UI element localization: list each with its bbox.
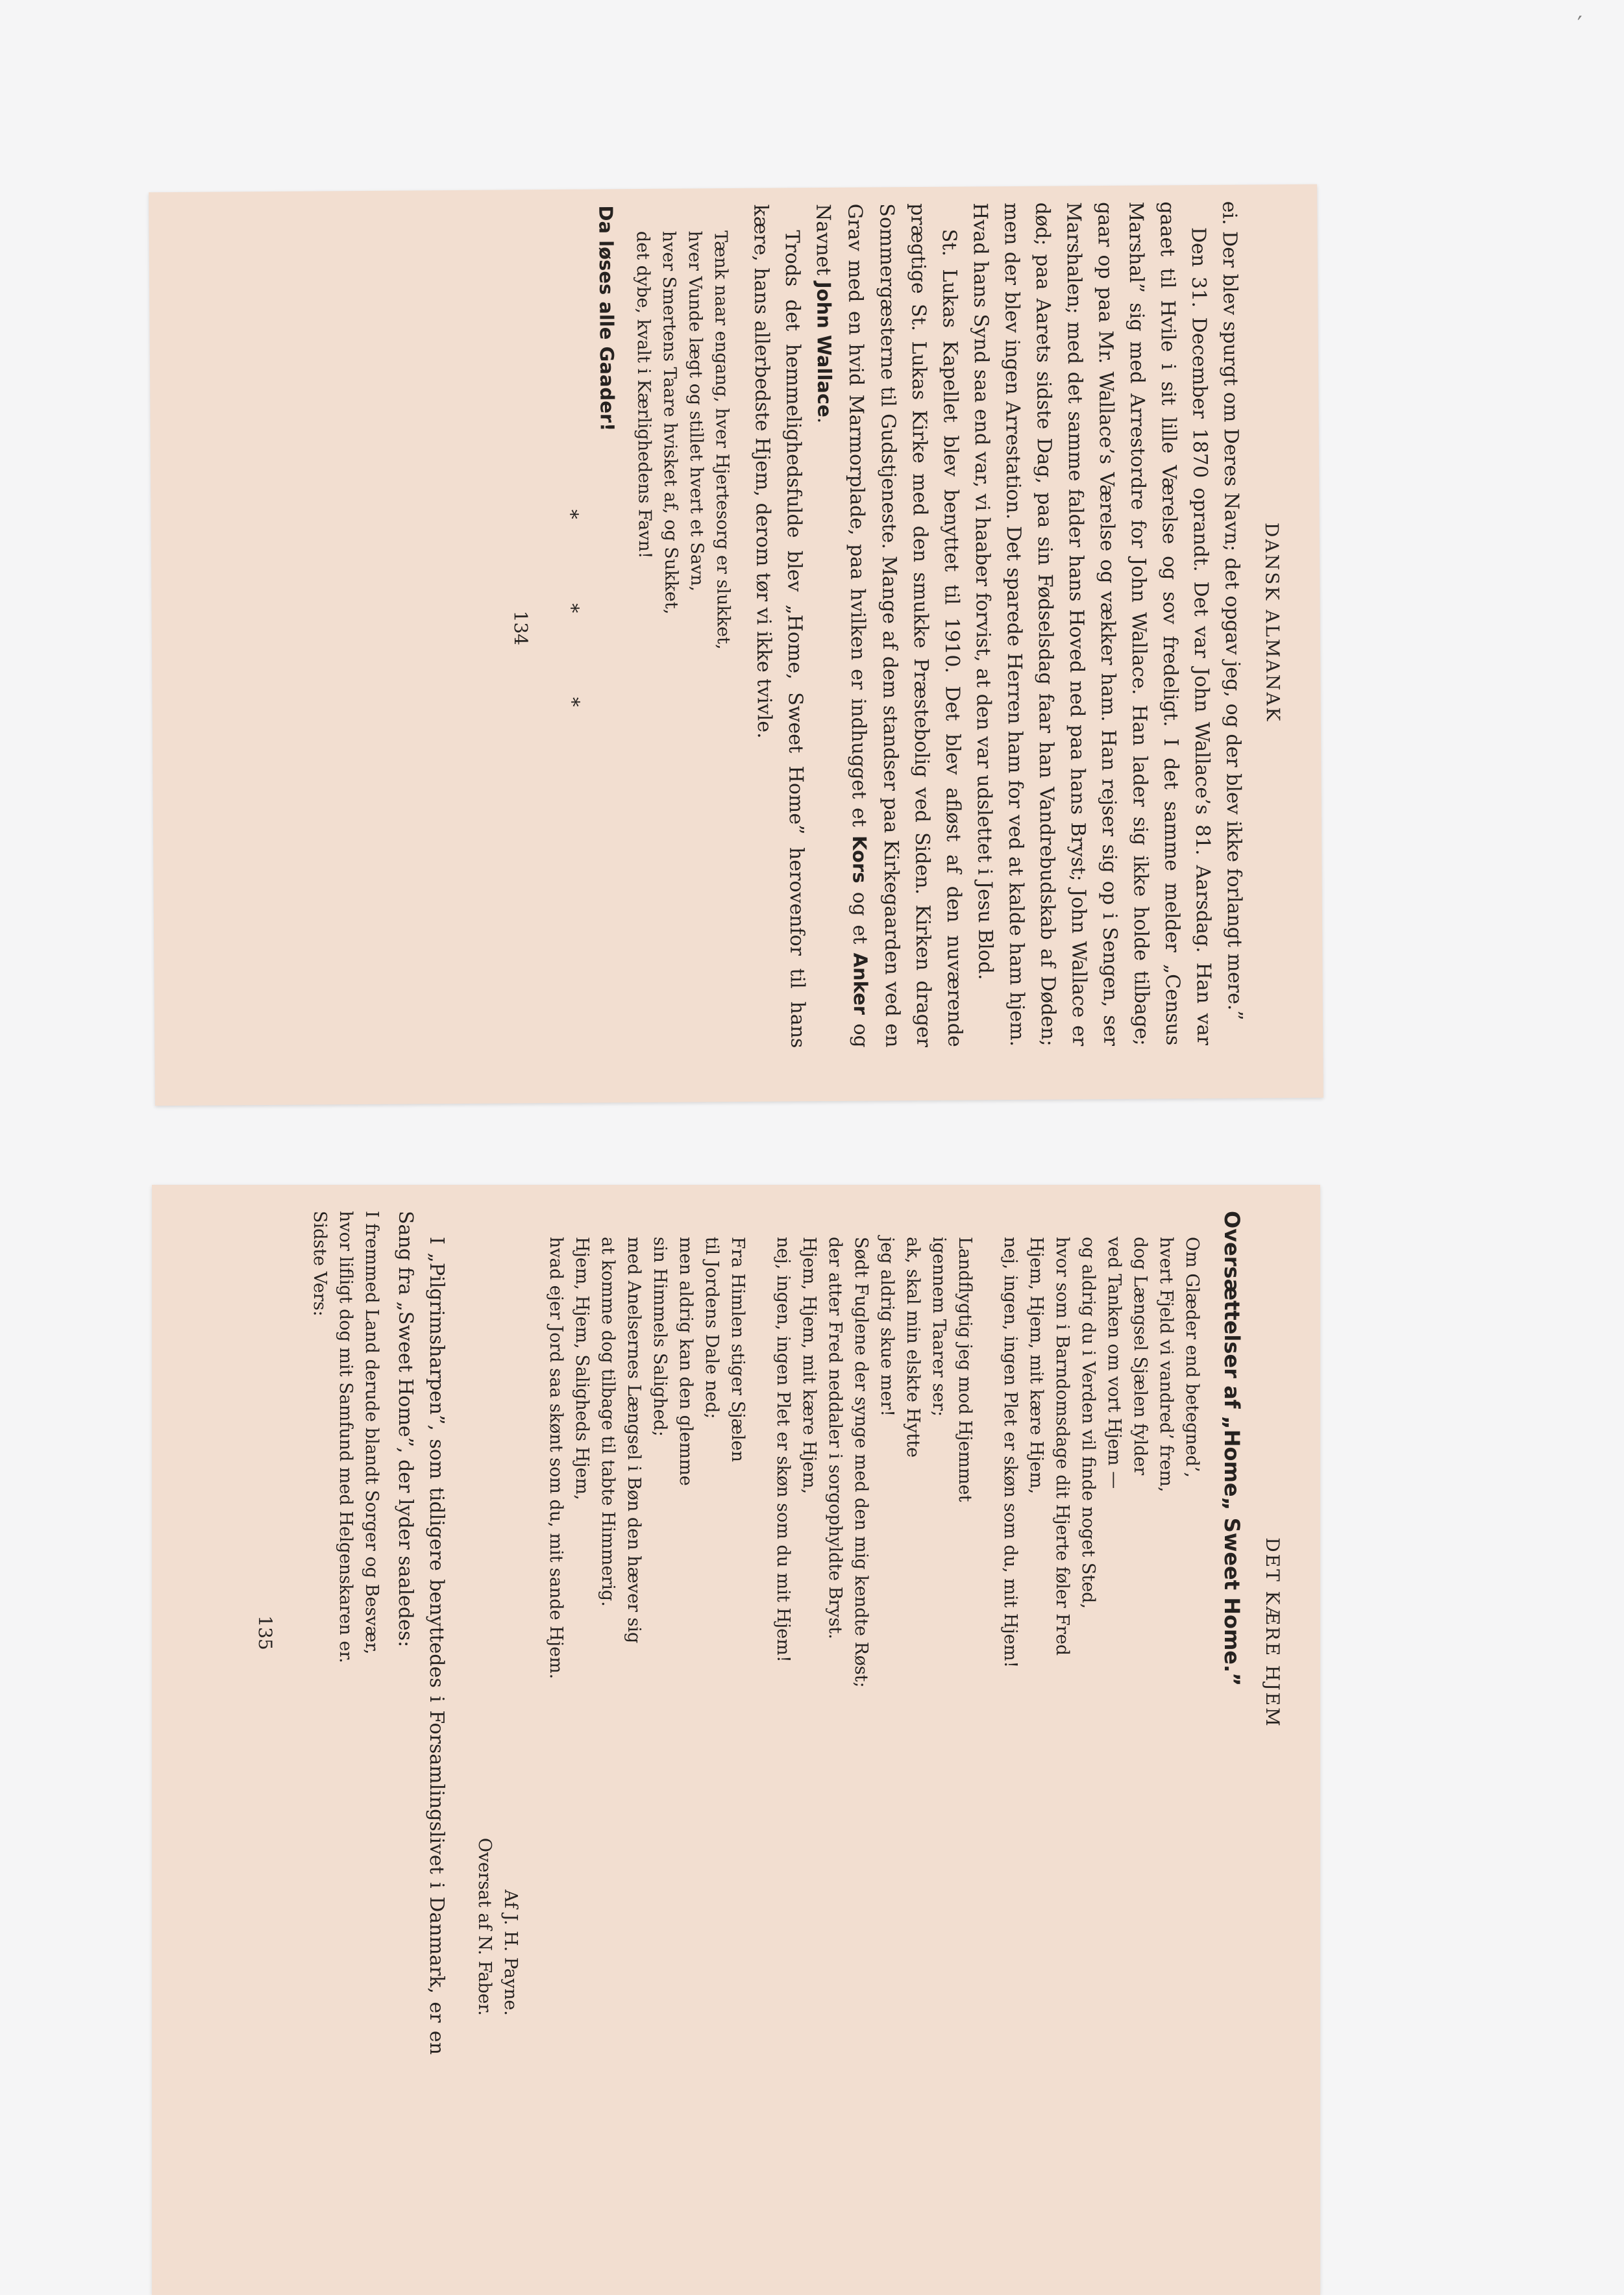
poem-line: hvor lifligt dog mit Samfund med Helgenskaren er. — [336, 1211, 356, 1663]
poem-line: nej, ingen, ingen Plet er skøn som du mit Hjem! — [773, 1237, 793, 1663]
poem-line: Landflygtig jeg mod Hjemmet — [955, 1237, 975, 1502]
bold-name: John Wallace — [813, 281, 836, 417]
page-134 — [149, 184, 1323, 1106]
paragraph: St. Lukas Kapellet blev benyttet til 1910. Det blev afløst af den nuværende prægtige St. Lukas Kirke med den smukke Præstebolig ved Siden. Kirken drager Sommergæsterne til Gudstjeneste. Mange af dem standser paa Kirkegaarden ved en Grav med en hvid Marmorplade, paa hvilken er indhugget et Kors og et Anker og Navnet John Wallace. — [811, 203, 966, 1048]
poem-line: og aldrig du i Verden vil finde noget Sted, — [1078, 1237, 1098, 1609]
poem-line: Tænk naar engang, hver Hjertesorg er slukket, — [710, 230, 734, 650]
bold-word: Anker — [849, 952, 872, 1015]
poem-line: Hjem, Hjem, mit kære Hjem, — [1026, 1237, 1046, 1495]
poem-line: hver Vunde lægt og stillet hvert et Savn, — [684, 230, 707, 592]
poem — [630, 230, 739, 1049]
poem-line: dog Længsel Sjælen fylder — [1130, 1237, 1150, 1476]
bold-word: Kors — [848, 835, 871, 884]
scan-mark: ′ — [1577, 12, 1582, 38]
poem-line: hvert Fjeld vi vandred’ frem, — [1156, 1237, 1176, 1493]
poem-line: igennem Taarer ser; — [929, 1237, 949, 1417]
page-number: 135 — [254, 1615, 276, 1650]
poem-line: I fremmed Land derude blandt Sorger og Besvær, — [362, 1211, 382, 1655]
poem-line: Sødt Fuglene der synge med den mig kendte Røst; — [851, 1237, 871, 1688]
stanza — [770, 1237, 978, 2055]
section-stars: * * * — [559, 509, 584, 746]
poem — [543, 1237, 1205, 2055]
page-134-text — [168, 201, 1290, 1052]
poem-line: Hjem, Hjem, Saligheds Hjem, — [572, 1237, 592, 1500]
poem-line: med Anelsernes Længsel i Bøn den hæver sig — [624, 1237, 644, 1644]
poem-line: ak, skal min elskte Hytte — [903, 1237, 923, 1458]
stanza — [997, 1237, 1205, 2055]
page-number: 134 — [510, 610, 532, 646]
poem-line: ved Tanken om vort Hjem — — [1104, 1237, 1124, 1489]
verse — [306, 1211, 384, 2055]
poem-line: men aldrig kan den glemme — [676, 1237, 696, 1486]
author-credit: Af J. H. Payne. — [500, 1889, 521, 2016]
paragraph: Den 31. December 1870 oprandt. Det var John Wallace’s 81. Aarsdag. Han var gaaet til Hvile i sit lille Værelse og sov fredeligt. I det samme melder „Census Marshal” sig med Arrestordre for John Wallace. Han lader sig ikke holde tilbage; gaar op paa Mr. Wallace’s Værelse og vækker ham. Han rejser sig op i Sengen, ser Marshalen; med det samme falder hans Hoved ned paa hans Bryst; John Wallace er død; paa Aarets sidste Dag, paa sin Fødselsdag faar han Vandrebudskab af Døden; men der blev ingen Arrestation. Det sparede Herren ham for ved at kalde ham hjem. Hvad hans Synd saa end var, vi haaber forvist, at den var udslettet i Jesu Blod. — [968, 201, 1216, 1047]
poem-line: sin Himmels Salighed; — [650, 1237, 670, 1437]
poem-line: Fra Himlen stiger Sjælen — [728, 1237, 748, 1463]
translator-credit: Oversat af N. Faber. — [474, 1837, 495, 2016]
page-135-text — [171, 1211, 1288, 2055]
poem-line: Hjem, Hjem, mit kære Hjem, — [799, 1237, 819, 1495]
poem-line: Sidste Vers: — [310, 1211, 330, 1317]
poem-line: jeg aldrig skue mer! — [877, 1237, 897, 1417]
poem-line: Om Glæder end betegned’, — [1182, 1237, 1202, 1478]
poem-line: der atter Fred neddaler i sorgophyldte Bryst. — [825, 1237, 845, 1639]
poem-line: til Jordens Dale ned; — [702, 1237, 722, 1419]
poem-line: nej, ingen, ingen Plet er skøn som du, mit Hjem! — [1000, 1237, 1020, 1669]
page-135 — [152, 1185, 1320, 2295]
song-title: Oversættelser af „Home„ Sweet Home.” — [1220, 1211, 1244, 1687]
punchline: Da løses alle Gaader! — [595, 205, 619, 432]
stanza — [543, 1237, 750, 2055]
poem-line: hvor som i Barndomsdage dit Hjerte føler Fred — [1052, 1237, 1072, 1656]
poem-line: at komme dog tilbage til tabte Himmerig. — [598, 1237, 618, 1607]
paragraph: Trods det hemmelighedsfulde blev „Home, Sweet Home” herovenfor til hans kære, hans allerbedste Hjem, derom tør vi ikke tvivle. — [749, 204, 809, 1048]
poem-line: hvad ejer Jord saa skønt som du, mit sande Hjem. — [546, 1237, 566, 1680]
poem-line: det dybe, kvalt i Kærlighedens Favn! — [632, 230, 656, 559]
paragraph: ei. Der blev spurgt om Deres Navn; det opgav jeg, og der blev ikke forlangt mere.” — [1218, 201, 1247, 1021]
paragraph: I „Pilgrimsharpen”, som tidligere benyttedes i Forsamlingslivet i Danmark, er en Sang fra „Sweet Home”, der lyder saaledes: — [394, 1211, 448, 2055]
running-head: DANSK ALMANAK — [1261, 522, 1284, 723]
poem-line: hver Smertens Taare hvisket af, og Sukket, — [658, 230, 682, 615]
running-head: DET KÆRE HJEM — [1262, 1537, 1283, 1728]
